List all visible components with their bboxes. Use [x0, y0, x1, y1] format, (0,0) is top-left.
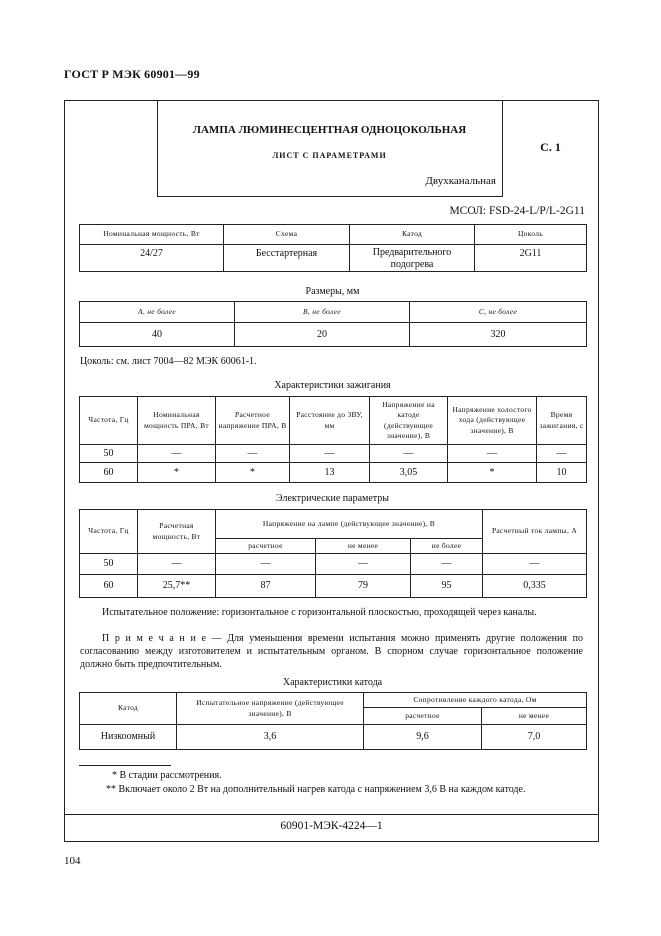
test-position-text: Испытательное положение: горизонтальное с горизонтальной плоскостью, проходящей через каналы.: [102, 607, 537, 618]
sheet-title: ЛАМПА ЛЮМИНЕСЦЕНТНАЯ ОДНОЦОКОЛЬНАЯ: [192, 124, 467, 136]
table-cell: 79: [316, 575, 411, 598]
table-cell: 25,7**: [138, 575, 216, 598]
table-cell: —: [216, 554, 316, 575]
table-cell: 0,335: [483, 575, 587, 598]
header-dim-a: A, не более: [80, 302, 235, 323]
table-cell: 50: [80, 445, 138, 463]
header-el-power: Расчетная мощность, Вт: [138, 510, 216, 554]
table-cell: —: [138, 445, 216, 463]
header-el-sub-min: не менее: [316, 539, 411, 554]
title-bottom-line: [157, 196, 503, 197]
header-el-current: Расчетный ток лампы, А: [483, 510, 587, 554]
header-ign-time: Время зажигания, с: [537, 397, 587, 445]
cathode-table: [79, 692, 587, 750]
table-cell: —: [448, 445, 537, 463]
table-cell: 87: [216, 575, 316, 598]
electrical-caption: Электрические параметры: [276, 493, 389, 504]
table-cell: —: [316, 554, 411, 575]
header-cat-sub-rated: расчетное: [364, 708, 482, 725]
page-number: 104: [64, 855, 81, 867]
document-header: ГОСТ Р МЭК 60901—99: [64, 67, 200, 81]
header-scheme: Схема: [224, 225, 350, 245]
value-cat-rated: 9,6: [364, 725, 482, 750]
ignition-table: [79, 396, 587, 483]
header-el-frequency: Частота, Гц: [80, 510, 138, 554]
value-dim-b: 20: [235, 323, 410, 347]
header-ign-cathode-voltage: Напряжение на катоде (действующее значение), В: [370, 397, 448, 445]
footer-code: 60901-МЭК-4224—1: [280, 820, 383, 832]
value-scheme: Бесстартерная: [224, 245, 350, 272]
header-cathode: Катод: [350, 225, 475, 245]
header-ign-ballast-voltage: Расчетное напряжение ПРА, В: [216, 397, 290, 445]
header-cat-sub-min: не менее: [482, 708, 587, 725]
value-cat-voltage: 3,6: [177, 725, 364, 750]
value-cap: 2G11: [475, 245, 587, 272]
table-cell: *: [216, 463, 290, 483]
table-cell: —: [483, 554, 587, 575]
table-cell: —: [537, 445, 587, 463]
footnote-1: * В стадии рассмотрения.: [112, 770, 222, 781]
footnote-rule: [79, 765, 171, 766]
table-cell: —: [216, 445, 290, 463]
dimensions-caption: Размеры, мм: [305, 286, 360, 297]
table-cell: —: [411, 554, 483, 575]
table-cell: —: [290, 445, 370, 463]
table-cell: 60: [80, 463, 138, 483]
title-divider-left: [157, 100, 158, 196]
header-el-voltage: Напряжение на лампе (действующее значение), В: [216, 510, 483, 539]
value-power: 24/27: [80, 245, 224, 272]
table-cell: 10: [537, 463, 587, 483]
header-dim-b: B, не более: [235, 302, 410, 323]
header-cat-type: Катод: [80, 693, 177, 725]
header-ign-open-voltage: Напряжение холостого хода (действующее значение), В: [448, 397, 537, 445]
electrical-table: [79, 509, 587, 598]
table-cell: 95: [411, 575, 483, 598]
channel-type: Двухканальная: [425, 175, 496, 187]
sheet-subtitle: ЛИСТ С ПАРАМЕТРАМИ: [272, 151, 387, 160]
header-ign-ballast-power: Номинальная мощность ПРА, Вт: [138, 397, 216, 445]
value-dim-c: 320: [410, 323, 587, 347]
table-cell: 60: [80, 575, 138, 598]
ignition-caption: Характеристики зажигания: [274, 380, 391, 391]
table-cell: 50: [80, 554, 138, 575]
table-cell: *: [138, 463, 216, 483]
footer-line: [64, 814, 599, 815]
header-el-sub-max: не более: [411, 539, 483, 554]
header-ign-distance: Расстояние до ЗВУ, мм: [290, 397, 370, 445]
header-power: Номинальная мощность, Вт: [80, 225, 224, 245]
header-cat-resistance: Сопротивление каждого катода, Ом: [364, 693, 587, 708]
table-cell: *: [448, 463, 537, 483]
value-cathode: Предварительного подогрева: [350, 245, 475, 272]
note-text: П р и м е ч а н и е — Для уменьшения времени испытания можно применять другие положения по согласованию между изготовителем и испытательным органом. В спорном случае горизонтальное положение должно быть предпочтительным.: [80, 633, 583, 670]
cathode-caption: Характеристики катода: [282, 677, 383, 688]
table-cell: —: [138, 554, 216, 575]
sheet-number: С. 1: [540, 140, 561, 154]
header-dim-c: C, не более: [410, 302, 587, 323]
header-cap: Цоколь: [475, 225, 587, 245]
main-params-table: [79, 224, 587, 272]
value-dim-a: 40: [80, 323, 235, 347]
header-el-sub-rated: расчетное: [216, 539, 316, 554]
footnote-2: ** Включает около 2 Вт на дополнительный нагрев катода с напряжением 3,6 В на каждом катоде.: [106, 784, 526, 795]
dimensions-table: [79, 301, 587, 347]
msol-designation: МСОЛ: FSD-24-L/P/L-2G11: [449, 205, 585, 217]
value-cat-min: 7,0: [482, 725, 587, 750]
table-cell: 3,05: [370, 463, 448, 483]
frame-top-line: [64, 100, 599, 101]
value-cat-type: Низкоомный: [80, 725, 177, 750]
cap-note: Цоколь: см. лист 7004—82 МЭК 60061-1.: [80, 356, 257, 367]
table-cell: 13: [290, 463, 370, 483]
header-cat-voltage: Испытательное напряжение (действующее значение), В: [177, 693, 364, 725]
header-ign-frequency: Частота, Гц: [80, 397, 138, 445]
table-cell: —: [370, 445, 448, 463]
